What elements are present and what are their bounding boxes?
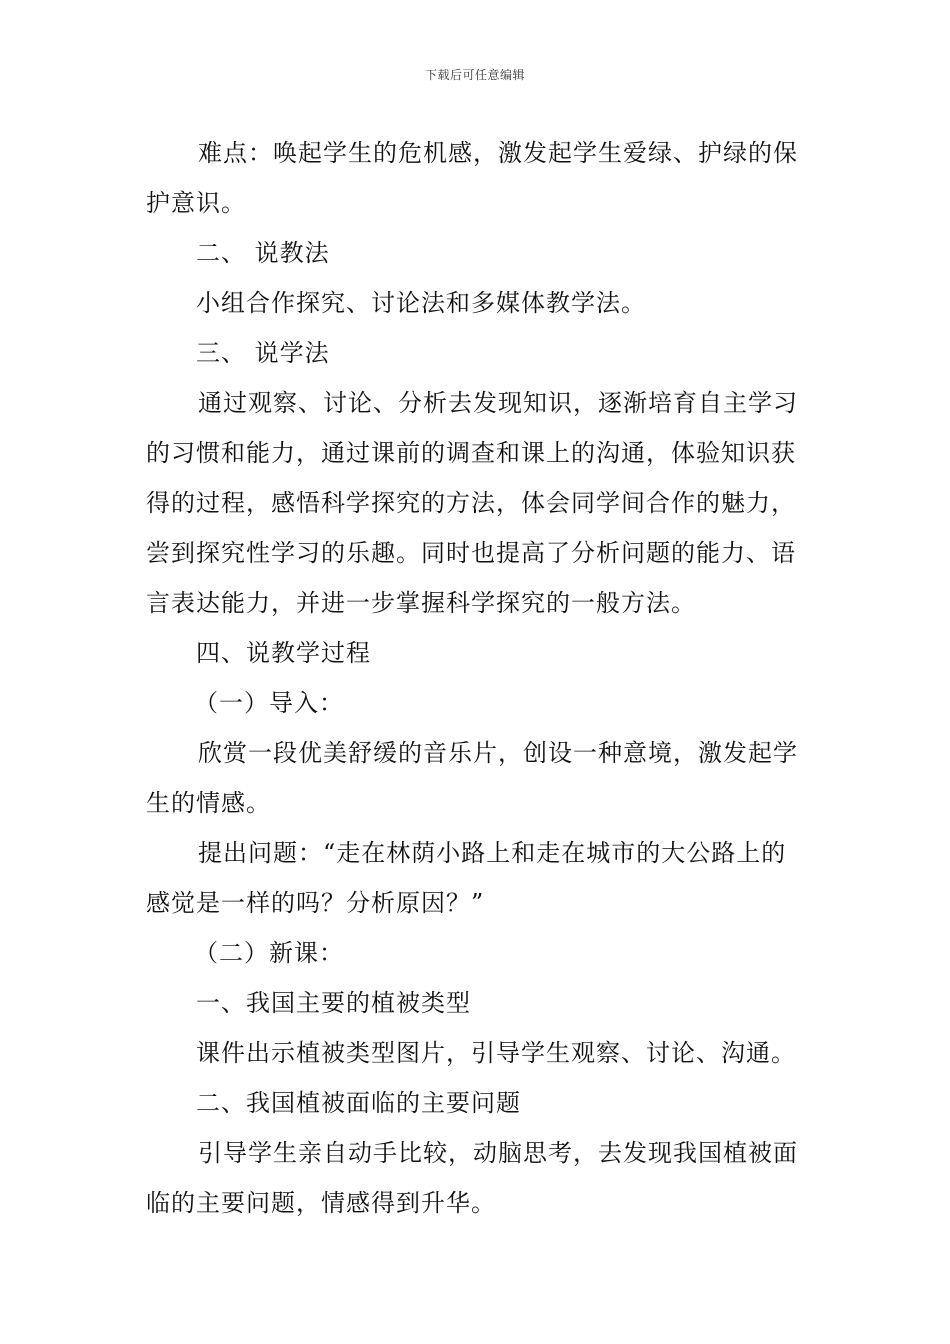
paragraph-intro-question: 提出问题：“走在林荫小路上和走在城市的大公路上的感觉是一样的吗？分析原因？”: [146, 839, 787, 917]
subheading-intro: （一）导入：: [194, 689, 344, 717]
section-heading-learning-method: 三、 说学法: [196, 339, 330, 367]
topic-heading-vegetation-types: 一、我国主要的植被类型: [196, 989, 471, 1017]
document-body: [146, 128, 808, 1228]
page-header: 下载后可任意编辑: [424, 68, 525, 82]
subheading-new-lesson: （二）新课：: [194, 939, 344, 967]
section-heading-teaching-process: 四、说教学过程: [196, 639, 371, 667]
paragraph-learning-method: 通过观察、讨论、分析去发现知识，逐渐培育自主学习的习惯和能力，通过课前的调查和课上的沟通，体验知识获得的过程，感悟科学探究的方法，体会同学间合作的魅力，尝到探究性学习的乐趣。同时也提高了分析问题的能力、语言表达能力，并进一步掌握科学探究的一般方法。: [146, 389, 798, 617]
topic-heading-vegetation-problems: 二、我国植被面临的主要问题: [196, 1089, 521, 1117]
paragraph-vegetation-types: 课件出示植被类型图片，引导学生观察、讨论、沟通。: [196, 1039, 796, 1067]
paragraph-intro: 欣赏一段优美舒缓的音乐片，创设一种意境，激发起学生的情感。: [146, 739, 798, 817]
paragraph-vegetation-problems: 引导学生亲自动手比较，动脑思考，去发现我国植被面临的主要问题，情感得到升华。: [146, 1139, 798, 1217]
section-heading-teaching-method: 二、 说教法: [196, 239, 330, 267]
paragraph-teaching-method: 小组合作探究、讨论法和多媒体教学法。: [196, 289, 646, 317]
paragraph-difficulty: 难点：唤起学生的危机感，激发起学生爱绿、护绿的保护意识。: [146, 139, 798, 217]
